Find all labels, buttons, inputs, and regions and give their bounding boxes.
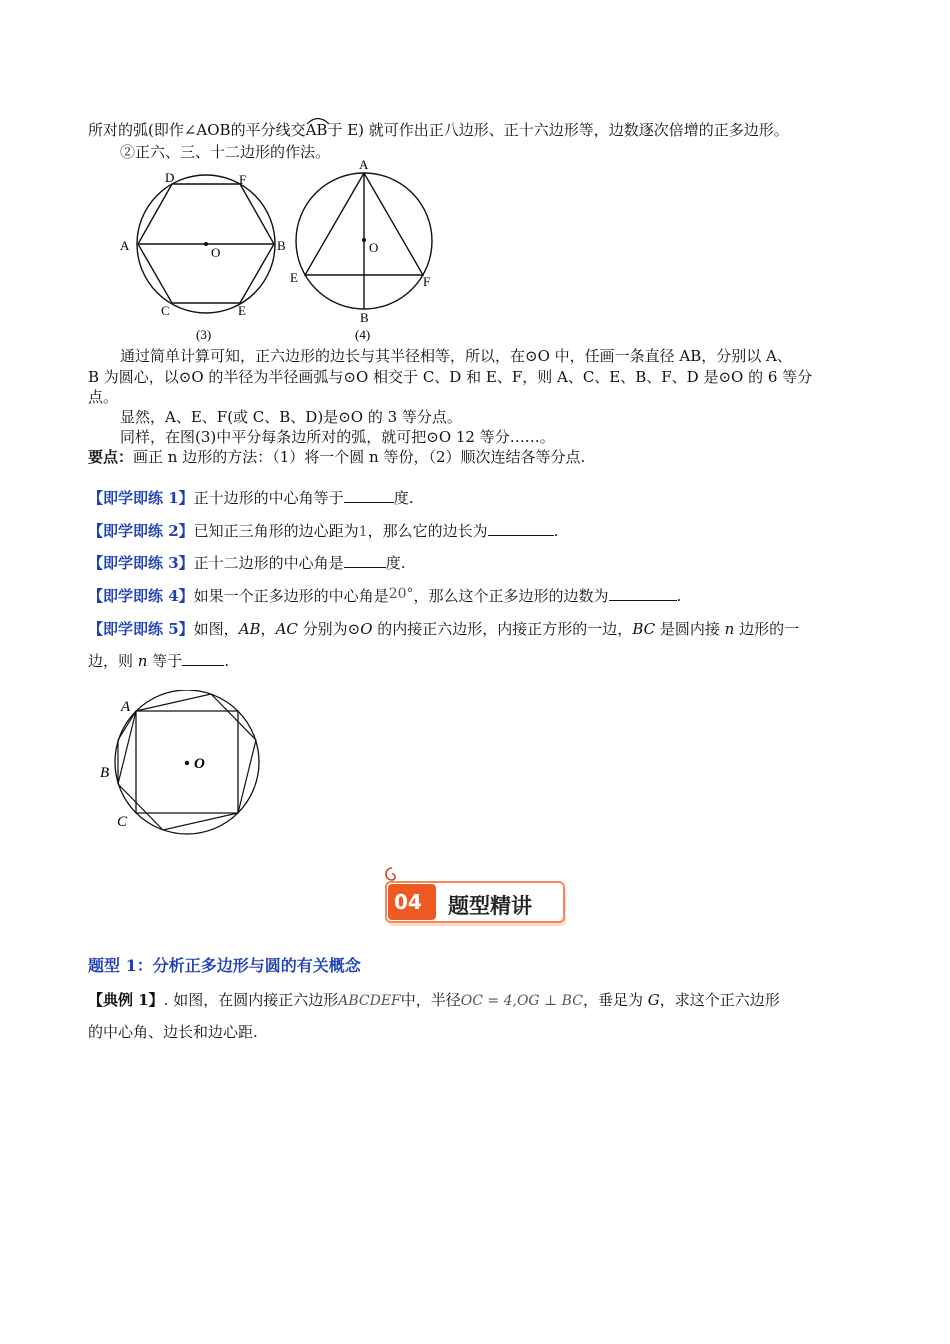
key-point: 要点：画正 n 边形的方法：（1）将一个圆 n 等份，（2）顺次连结各等分点. <box>88 448 586 466</box>
example-1-line-2: 的中心角、边长和边心距. <box>88 1023 258 1041</box>
fig5-label-c: C <box>117 814 128 830</box>
figure-5 <box>95 690 270 835</box>
answer-blank[interactable] <box>344 553 386 568</box>
fig5-label-a: A <box>121 699 131 715</box>
fig3-label-e: E <box>238 303 246 318</box>
answer-blank[interactable] <box>488 521 554 536</box>
answer-blank[interactable] <box>609 586 677 601</box>
fig3-label-c: C <box>161 303 170 318</box>
answer-blank[interactable] <box>182 651 224 666</box>
answer-blank[interactable] <box>344 488 394 503</box>
arc-symbol-icon <box>305 115 331 125</box>
exercise-1: 【即学即练 1】正十边形的中心角等于 度. <box>88 489 414 507</box>
fig5-label-b: B <box>100 765 110 781</box>
fig3-label-a: A <box>120 238 130 253</box>
section-title: 题型精讲 <box>448 894 532 918</box>
fig4-label-f: F <box>423 274 431 289</box>
exercise-2: 【即学即练 2】已知正三角形的边心距为1，那么它的边长为 . <box>88 522 559 540</box>
fig4-caption: (4) <box>355 327 371 342</box>
figure-4 <box>290 157 432 342</box>
explain-line-3: 点。 <box>88 388 119 406</box>
swirl-icon <box>386 868 395 880</box>
example-1: 【典例 1】. 如图，在圆内接正六边形ABCDEF中，半径OC = 4,OG ⊥ BC，垂足为 G，求这个正六边形 <box>88 991 780 1009</box>
explain-line-4: 显然，A、E、F(或 C、B、D)是⊙O 的 3 等分点。 <box>120 408 462 426</box>
fig4-label-o: O <box>369 240 379 255</box>
fig3-caption: (3) <box>196 327 212 342</box>
arc-ab: AB <box>306 121 328 139</box>
figure-3 <box>120 170 286 342</box>
exercise-4: 【即学即练 4】如果一个正多边形的中心角是20°，那么这个正多边形的边数为 . <box>88 586 682 605</box>
intro-line-1: 所对的弧(即作∠AOB的平分线交 AB于 E) 就可作出正八边形、正十六边形等，边数逐次倍增的正多边形。 <box>88 119 789 140</box>
fig3-label-b: B <box>277 238 286 253</box>
fig5-label-o: O <box>194 756 205 772</box>
explain-line-1: 通过简单计算可知，正六边形的边长与其半径相等，所以，在⊙O 中，任画一条直径 AB，分别以 A、 <box>120 347 792 365</box>
fig3-label-o: O <box>211 245 221 260</box>
section-banner <box>380 864 570 930</box>
fig4-label-e: E <box>290 270 298 285</box>
fig3-label-d: D <box>165 170 175 185</box>
exercise-5: 【即学即练 5】如图，AB，AC 分别为⊙O 的内接正六边形，内接正方形的一边，BC 是圆内接 n 边形的一 <box>88 620 800 638</box>
explain-line-2: B 为圆心，以⊙O 的半径为半径画弧与⊙O 相交于 C、D 和 E、F，则 A、C、E、B、F、D 是⊙O 的 6 等分 <box>88 368 813 386</box>
construction-figures <box>110 155 450 345</box>
fig4-label-b: B <box>360 310 369 325</box>
exercise-3: 【即学即练 3】正十二边形的中心角是 度. <box>88 554 406 572</box>
section-number: 04 <box>394 890 422 914</box>
fig4-label-a: A <box>359 157 369 172</box>
exercise-5-line-2: 边，则 n 等于 . <box>88 652 230 670</box>
fig3-label-f: F <box>239 172 247 187</box>
explain-line-5: 同样，在图(3)中平分每条边所对的弧，就可把⊙O 12 等分……。 <box>120 428 555 446</box>
intro-line-2: ②正六、三、十二边形的作法。 <box>120 143 331 161</box>
topic-title: 题型 1：分析正多边形与圆的有关概念 <box>88 956 361 975</box>
